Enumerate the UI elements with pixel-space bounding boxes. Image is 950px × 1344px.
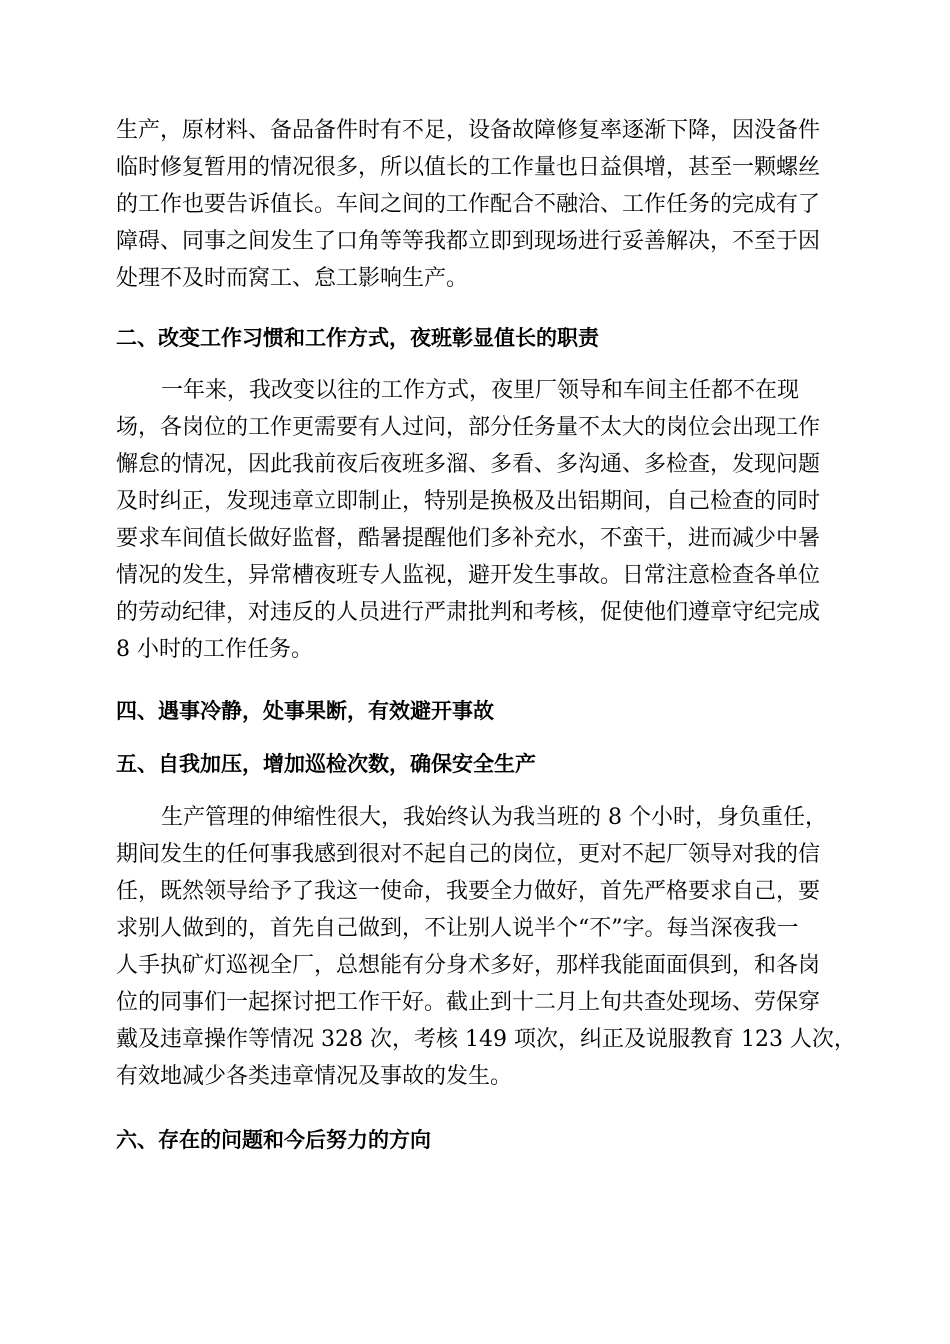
paragraph-line: 的劳动纪律，对违反的人员进行严肃批判和考核，促使他们遵章守纪完成 xyxy=(116,600,821,625)
paragraph-line: 一年来，我改变以往的工作方式，夜里厂领导和车间主任都不在现 xyxy=(161,378,800,403)
paragraph-line: 要求车间值长做好监督，酷暑提醒他们多补充水，不蛮干，进而减少中暑 xyxy=(116,526,821,551)
paragraph-line: 生产，原材料、备品备件时有不足，设备故障修复率逐渐下降，因没备件 xyxy=(116,118,821,143)
paragraph-line: 期间发生的任何事我感到很对不起自己的岗位，更对不起厂领导对我的信 xyxy=(116,842,821,867)
paragraph-line: 人手执矿灯巡视全厂，总想能有分身术多好，那样我能面面俱到，和各岗 xyxy=(116,953,821,978)
paragraph-night-shift xyxy=(116,372,832,668)
paragraph-line: 情况的发生，异常槽夜班专人监视，避开发生事故。日常注意检查各单位 xyxy=(116,563,821,588)
paragraph-line: 生产管理的伸缩性很大，我始终认为我当班的 8 个小时，身负重任， xyxy=(161,805,827,830)
paragraph-line: 的工作也要告诉值长。车间之间的工作配合不融洽、工作任务的完成有了 xyxy=(116,192,821,217)
paragraph-line: 戴及违章操作等情况 328 次，考核 149 项次，纠正及说服教育 123 人次， xyxy=(116,1027,856,1052)
section-heading-6: 六、存在的问题和今后努力的方向 xyxy=(116,1128,431,1152)
section-heading-4: 四、遇事冷静，处事果断，有效避开事故 xyxy=(116,699,494,723)
paragraph-line: 及时纠正，发现违章立即制止，特别是换极及出铝期间，自己检查的同时 xyxy=(116,489,821,514)
section-heading-5: 五、自我加压，增加巡检次数，确保安全生产 xyxy=(116,752,536,776)
paragraph-line: 处理不及时而窝工、怠工影响生产。 xyxy=(116,266,469,291)
paragraph-line: 位的同事们一起探讨把工作干好。截止到十二月上旬共查处现场、劳保穿 xyxy=(116,990,821,1015)
paragraph-line: 临时修复暂用的情况很多，所以值长的工作量也日益俱增，甚至一颗螺丝 xyxy=(116,155,821,180)
paragraph-line: 任，既然领导给予了我这一使命，我要全力做好，首先严格要求自己，要 xyxy=(116,879,821,904)
paragraph-line: 求别人做到的，首先自己做到，不让别人说半个“不”字。每当深夜我一 xyxy=(116,916,799,941)
paragraph-line: 障碍、同事之间发生了口角等等我都立即到现场进行妥善解决，不至于因 xyxy=(116,229,821,254)
paragraph-line: 8 小时的工作任务。 xyxy=(116,637,313,662)
section-heading-2: 二、改变工作习惯和工作方式，夜班彰显值长的职责 xyxy=(116,326,599,350)
paragraph-safety-patrol xyxy=(116,799,856,1095)
paragraph-production-issues xyxy=(116,112,832,297)
paragraph-line: 场，各岗位的工作更需要有人过问，部分任务量不太大的岗位会出现工作 xyxy=(116,415,821,440)
paragraph-line: 懈怠的情况，因此我前夜后夜班多溜、多看、多沟通、多检查，发现问题 xyxy=(116,452,821,477)
paragraph-line: 有效地减少各类违章情况及事故的发生。 xyxy=(116,1064,513,1089)
